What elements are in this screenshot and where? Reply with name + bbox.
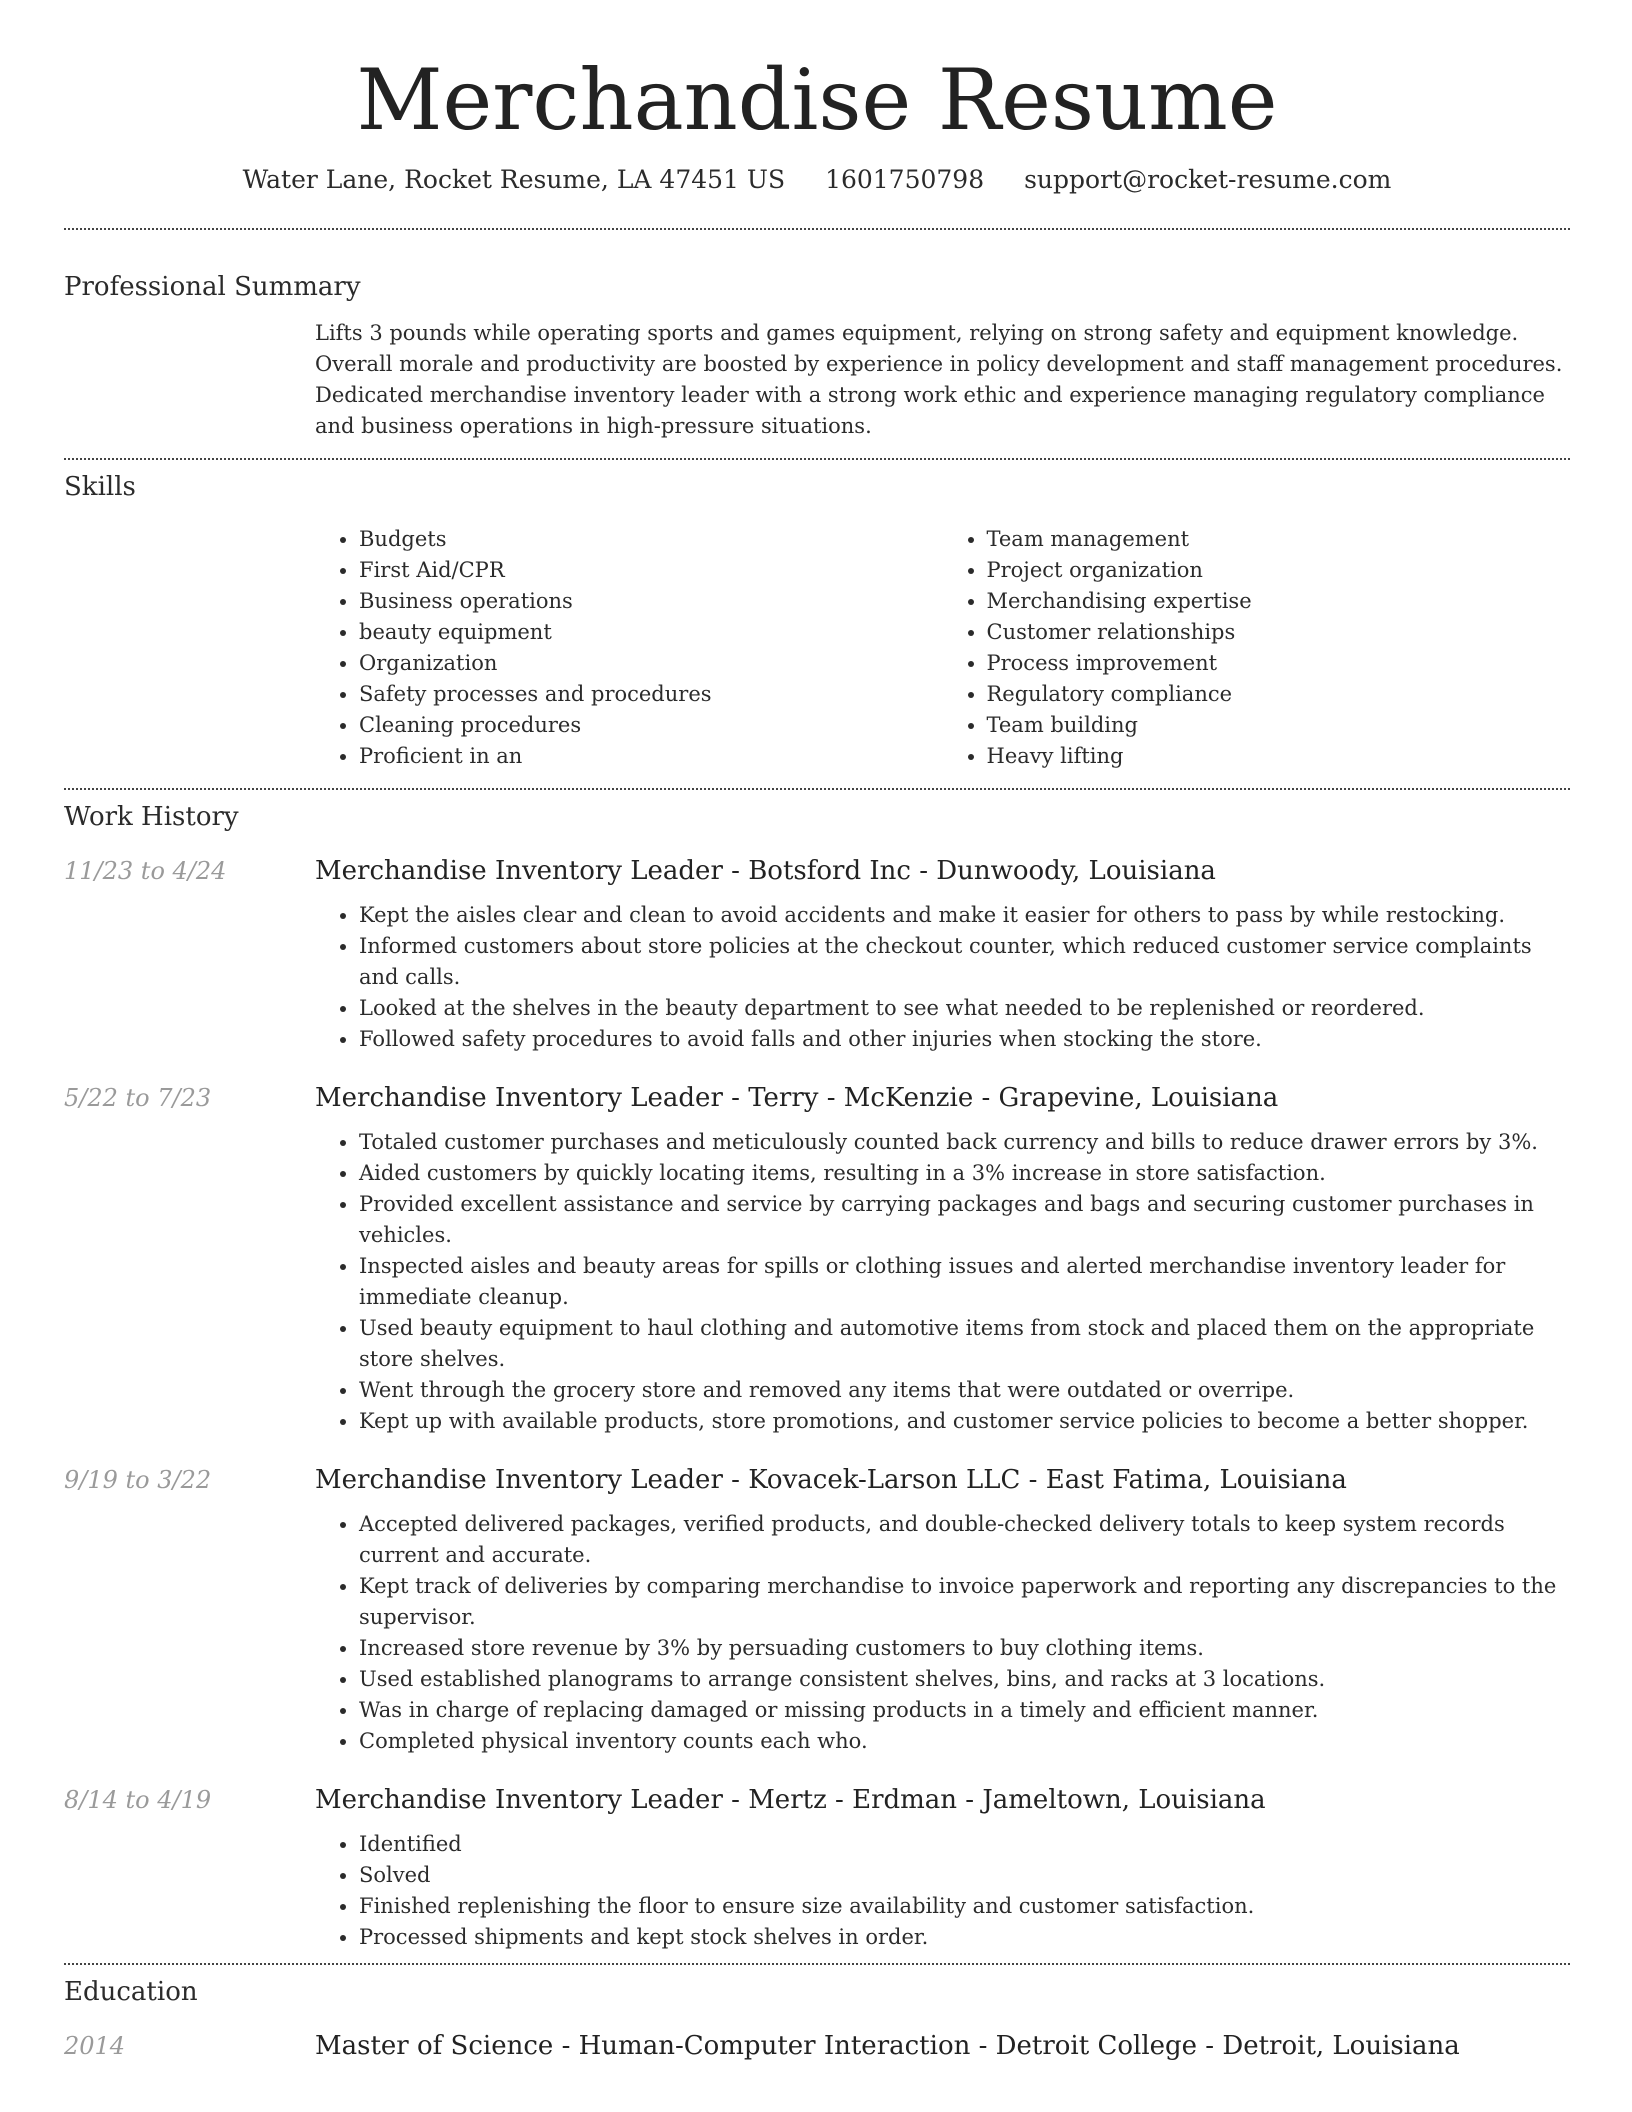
job-details — [315, 854, 1570, 1055]
skill-item: • Proficient in an — [359, 741, 943, 772]
job-title: Merchandise Inventory Leader - Kovacek-Larson LLC - East Fatima, Louisiana — [315, 1464, 1347, 1495]
skill-item: • Safety processes and procedures — [359, 679, 943, 710]
job-date: 5/22 to 7/23 — [64, 1083, 212, 1112]
skill-item: • First Aid/CPR — [359, 555, 943, 586]
job-details — [315, 1463, 1570, 1757]
job-bullet: • Identified — [359, 1829, 1570, 1860]
skills-section — [64, 460, 1570, 772]
skill-item: • Budgets — [359, 524, 943, 555]
skills-grid — [315, 524, 1570, 772]
job-title: Merchandise Inventory Leader - Mertz - Erdman - Jameltown, Louisiana — [315, 1784, 1266, 1815]
job-bullet: • Aided customers by quickly locating items, resulting in a 3% increase in store satisfaction. — [359, 1158, 1570, 1189]
job-entry — [64, 1463, 1570, 1757]
job-date: 9/19 to 3/22 — [64, 1465, 212, 1494]
job-bullet: • Kept track of deliveries by comparing merchandise to invoice paperwork and reporting any discrepancies to the supervisor. — [359, 1571, 1570, 1633]
job-bullet: • Looked at the shelves in the beauty department to see what needed to be replenished or reordered. — [359, 993, 1570, 1024]
job-bullet: • Kept the aisles clear and clean to avoid accidents and make it easier for others to pass by while restocking. — [359, 900, 1570, 931]
job-date: 8/14 to 4/19 — [64, 1785, 212, 1814]
job-details — [315, 1783, 1570, 1953]
job-entry — [64, 1783, 1570, 1953]
section-title-education: Education — [64, 1976, 198, 2007]
skill-item: • Heavy lifting — [987, 741, 1571, 772]
contact-email: support@rocket-resume.com — [1024, 164, 1392, 194]
job-bullet: • Completed physical inventory counts each who. — [359, 1726, 1570, 1757]
job-bullets — [315, 1829, 1570, 1953]
job-bullet: • Inspected aisles and beauty areas for spills or clothing issues and alerted merchandise inventory leader for immediate cleanup. — [359, 1251, 1570, 1313]
job-bullet: • Used established planograms to arrange consistent shelves, bins, and racks at 3 locations. — [359, 1664, 1570, 1695]
job-bullet: • Informed customers about store policies at the checkout counter, which reduced customer service complaints and calls. — [359, 931, 1570, 993]
contact-address: Water Lane, Rocket Resume, LA 47451 US — [242, 164, 786, 194]
skill-item: • Organization — [359, 648, 943, 679]
job-bullet: • Went through the grocery store and removed any items that were outdated or overripe. — [359, 1375, 1570, 1406]
section-title-skills: Skills — [64, 471, 136, 502]
job-bullet: • Solved — [359, 1860, 1570, 1891]
job-bullet: • Increased store revenue by 3% by persuading customers to buy clothing items. — [359, 1633, 1570, 1664]
job-details — [315, 1081, 1570, 1437]
job-entry — [64, 854, 1570, 1055]
resume-page — [64, 0, 1570, 2075]
skill-item: • Team management — [987, 524, 1571, 555]
job-bullets — [315, 1509, 1570, 1757]
education-entry — [64, 2029, 1570, 2075]
summary-text: Lifts 3 pounds while operating sports and games equipment, relying on strong safety and equipment knowledge. Overall morale and productivity are boosted by experience in policy development and staff management procedures. Dedicated merchandise inventory leader with a strong work ethic and experience managing regulatory compliance and business operations in high-pressure situations. — [315, 320, 1563, 438]
skills-list-left — [315, 524, 943, 772]
skill-item: • Merchandising expertise — [987, 586, 1571, 617]
job-bullet: • Accepted delivered packages, verified products, and double-checked delivery totals to keep system records current and accurate. — [359, 1509, 1570, 1571]
skill-item: • Team building — [987, 710, 1571, 741]
contact-phone: 1601750798 — [825, 164, 985, 194]
job-bullets — [315, 900, 1570, 1055]
section-title-summary: Professional Summary — [64, 271, 361, 302]
skill-item: • beauty equipment — [359, 617, 943, 648]
resume-name: Merchandise Resume — [356, 51, 1278, 149]
job-bullet: • Provided excellent assistance and service by carrying packages and bags and securing customer purchases in vehicles. — [359, 1189, 1570, 1251]
education-details — [315, 2029, 1570, 2075]
skill-item: • Business operations — [359, 586, 943, 617]
job-bullet: • Followed safety procedures to avoid falls and other injuries when stocking the store. — [359, 1024, 1570, 1055]
skill-item: • Customer relationships — [987, 617, 1571, 648]
job-date: 11/23 to 4/24 — [64, 856, 227, 885]
skill-item: • Project organization — [987, 555, 1571, 586]
work-section — [64, 790, 1570, 1953]
skill-item: • Cleaning procedures — [359, 710, 943, 741]
job-bullet: • Used beauty equipment to haul clothing and automotive items from stock and placed them on the appropriate store shelves. — [359, 1313, 1570, 1375]
skill-item: • Regulatory compliance — [987, 679, 1571, 710]
education-section — [64, 1965, 1570, 2075]
summary-section — [64, 230, 1570, 442]
job-bullets — [315, 1127, 1570, 1437]
job-title: Merchandise Inventory Leader - Botsford Inc - Dunwoody, Louisiana — [315, 855, 1216, 886]
job-bullet: • Totaled customer purchases and meticulously counted back currency and bills to reduce drawer errors by 3%. — [359, 1127, 1570, 1158]
section-title-work: Work History — [64, 801, 239, 832]
job-bullet: • Finished replenishing the floor to ensure size availability and customer satisfaction. — [359, 1891, 1570, 1922]
job-bullet: • Kept up with available products, store promotions, and customer service policies to become a better shopper. — [359, 1406, 1570, 1437]
skill-item: • Process improvement — [987, 648, 1571, 679]
skills-list-right — [943, 524, 1571, 772]
job-bullet: • Processed shipments and kept stock shelves in order. — [359, 1922, 1570, 1953]
contact-line — [64, 165, 1570, 194]
job-bullet: • Was in charge of replacing damaged or missing products in a timely and efficient manner. — [359, 1695, 1570, 1726]
education-title: Master of Science - Human-Computer Interaction - Detroit College - Detroit, Louisiana — [315, 2030, 1460, 2061]
education-date: 2014 — [64, 2031, 126, 2060]
job-entry — [64, 1081, 1570, 1437]
job-title: Merchandise Inventory Leader - Terry - McKenzie - Grapevine, Louisiana — [315, 1082, 1279, 1113]
